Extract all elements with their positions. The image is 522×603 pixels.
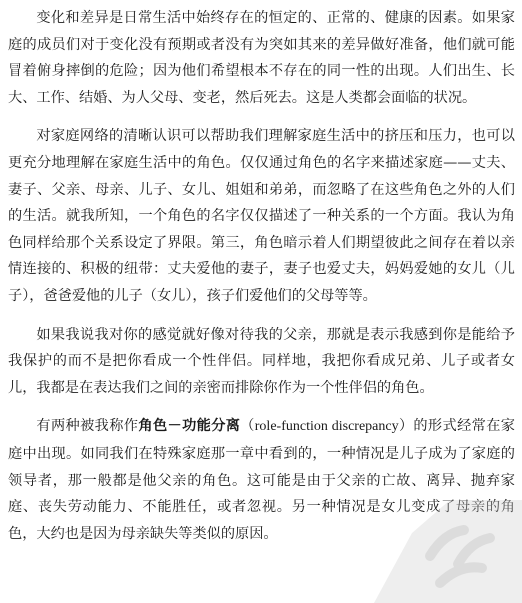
- paragraph-father-feeling: 如果我说我对你的感觉就好像对待我的父亲，那就是表示我感到你是能给予我保护的而不是把你看成一个性伴侣。同样地，我把你看成兄弟、儿子或者女儿，我都是在表达我们之间的亲密而排除你作为一个性伴侣的角色。: [8, 326, 515, 396]
- paragraph-lead-text: 有两种被我称作: [36, 418, 139, 435]
- paragraph-change-and-difference: 变化和差异是日常生活中始终存在的恒定的、正常的、健康的因素。如果家庭的成员们对于变化没有预期或者没有为突如其来的差异做好准备，他们就可能冒着俯身摔倒的危险；因为他们希望根本不存在的同一性的出现。人们出生、长大、工作、结婚、为人父母、变老，然后死去。这是人类都会面临的状况。: [8, 10, 515, 106]
- paragraph-rest-text: 的形式经常在家庭中出现。如同我们在特殊家庭那一章中看到的，一种情况是儿子成为了家庭的领导者，那一般都是他父亲的角色。这可能是由于父亲的亡故、离异、抛弃家庭、丧失劳动能力、不能胜任，或者忽视。另一种情况是女儿变成了母亲的角色，大约也是因为母亲缺失等类似的原因。: [8, 418, 515, 542]
- paragraph-family-network: 对家庭网络的清晰认识可以帮助我们理解家庭生活中的挤压和压力，也可以更充分地理解在家庭生活中的角色。仅仅通过角色的名字来描述家庭——丈夫、妻子、父亲、母亲、儿子、女儿、姐姐和弟弟，而忽略了在这些角色之外的人们的生活。就我所知，一个角色的名字仅仅描述了一种关系的一个方面。我认为角色同样给那个关系设定了界限。第三，角色暗示着人们期望彼此之间存在着以亲情连接的、积极的纽带：丈夫爱他的妻子，妻子也爱丈夫，妈妈爱她的女儿（儿子），爸爸爱他的儿子（女儿），孩子们爱他们的父母等等。: [8, 128, 515, 304]
- bold-term: 角色－功能分离: [138, 418, 241, 435]
- english-term: （role-function discrepancy）: [240, 419, 414, 435]
- paragraph-role-function-discrepancy: [8, 413, 515, 547]
